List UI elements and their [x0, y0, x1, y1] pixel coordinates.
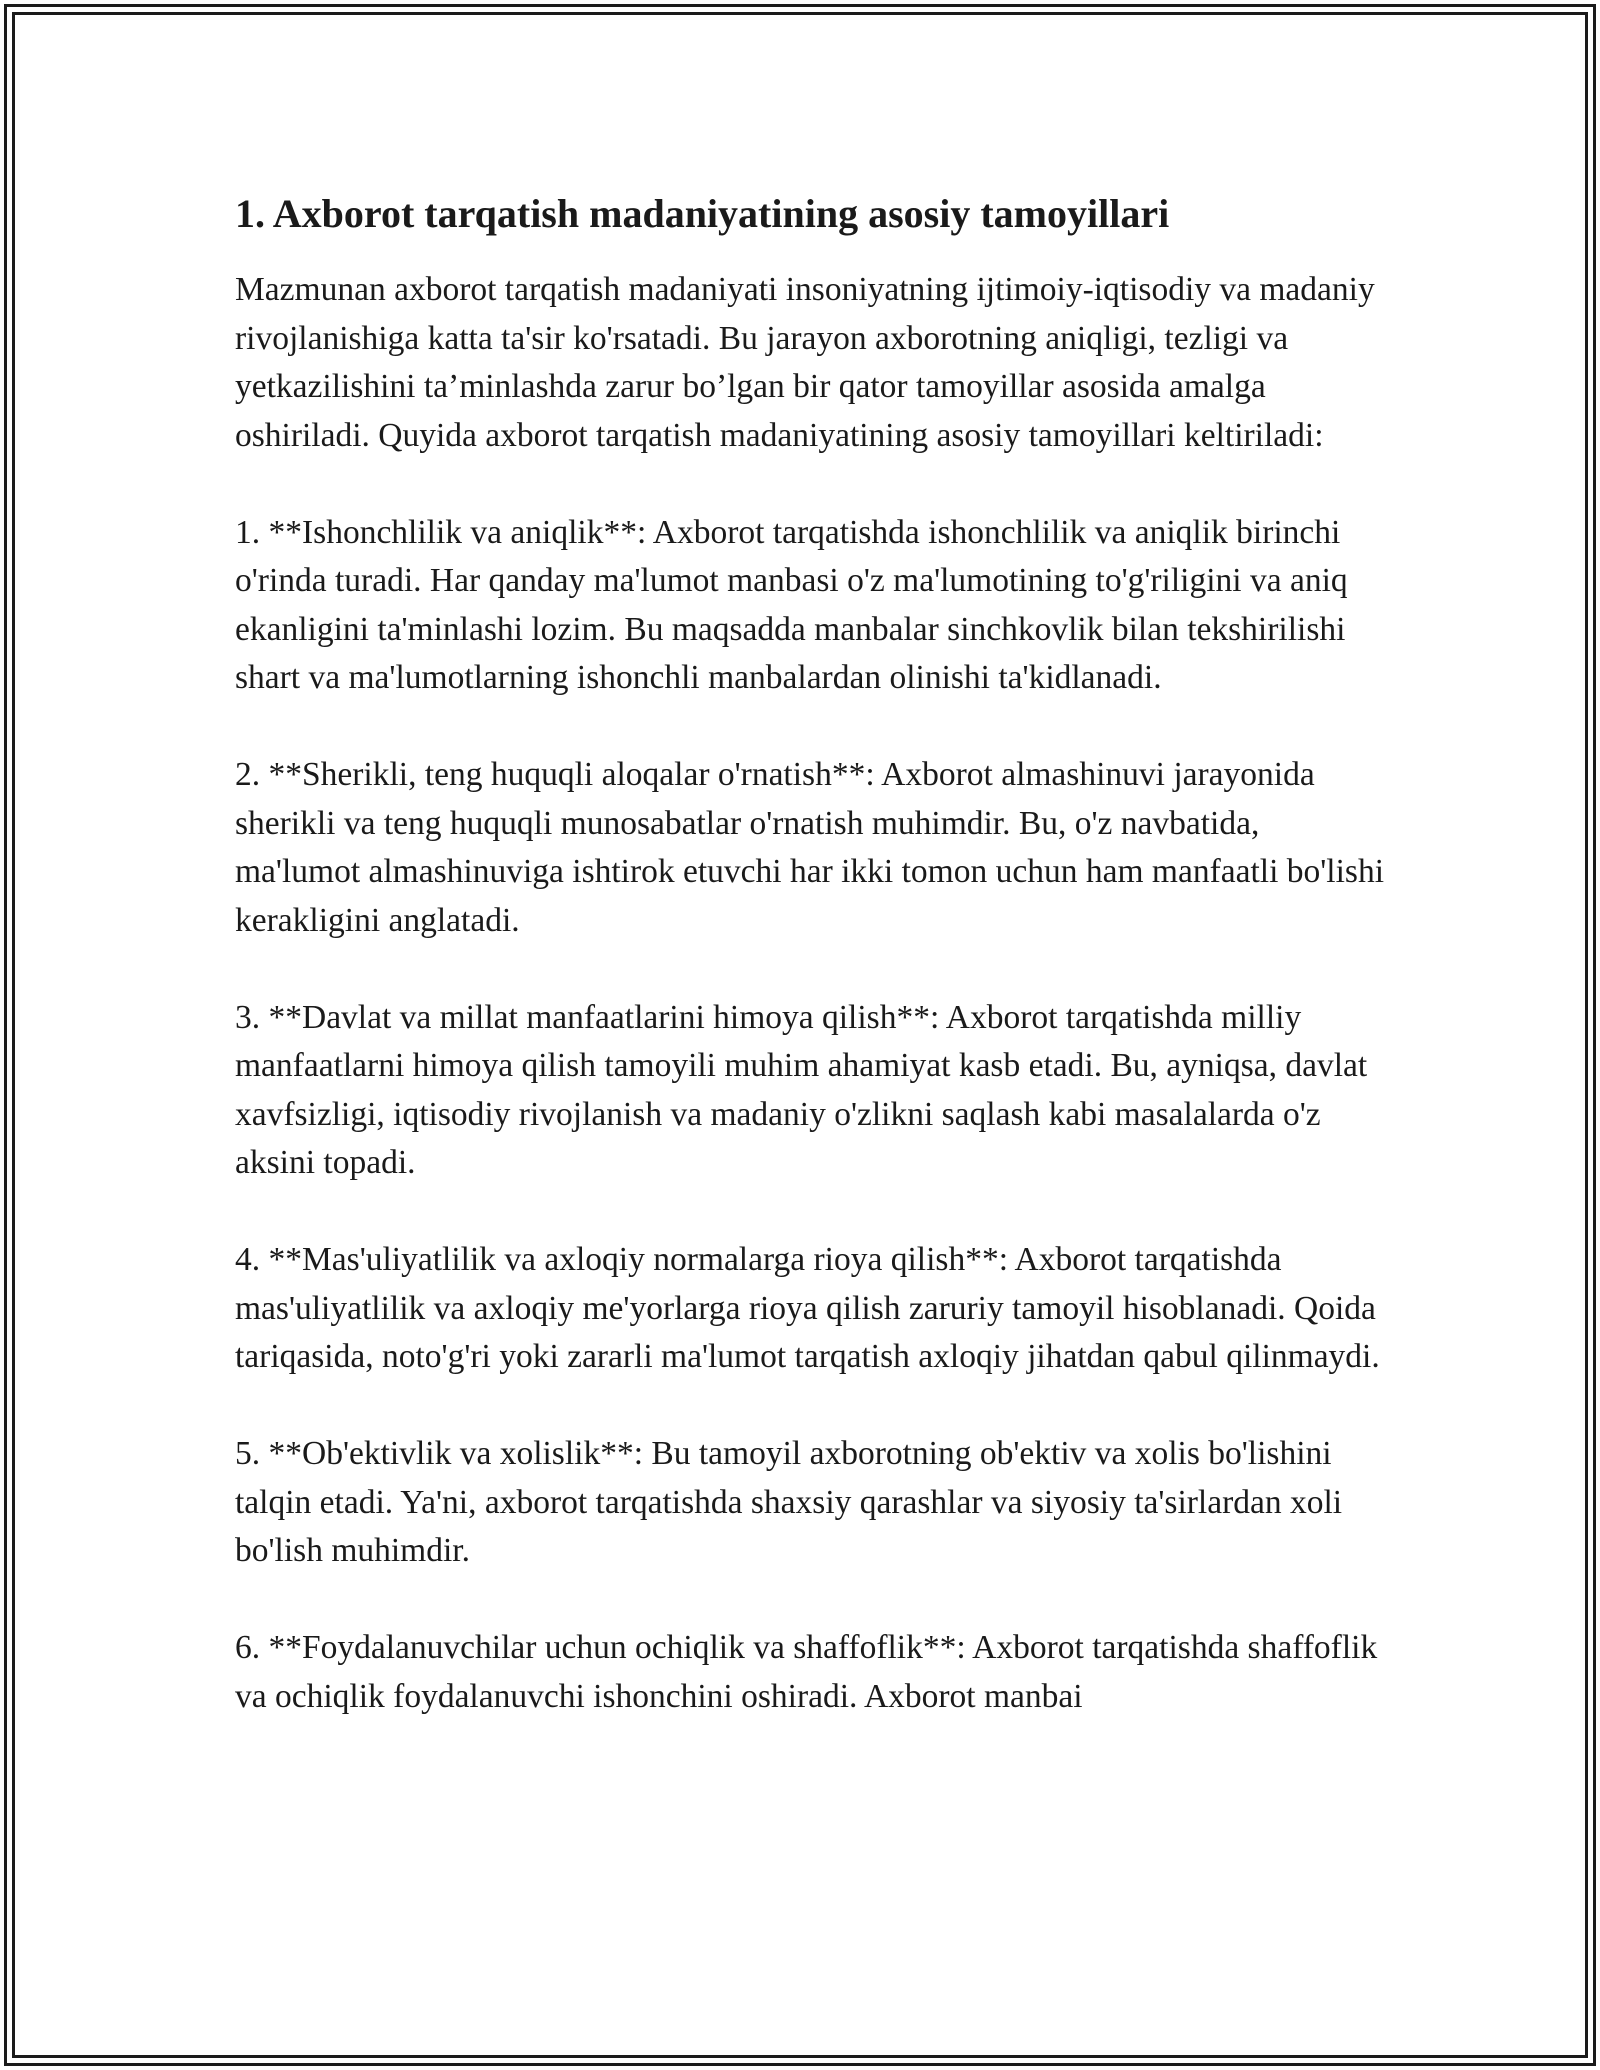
principle-item-4: 4. **Mas'uliyatlilik va axloqiy normalarga rioya qilish**: Axborot tarqatishda mas'uliyatlilik va axloqiy me'yorlarga rioya qilish zaruriy tamoyil hisoblanadi. Qoida tariqasida, noto'g'ri yoki zararli ma'lumot tarqatish axloqiy jihatdan qabul qilinmaydi. [235, 1241, 1380, 1375]
principle-item-5: 5. **Ob'ektivlik va xolislik**: Bu tamoyil axborotning ob'ektiv va xolis bo'lishini talqin etadi. Ya'ni, axborot tarqatishda shaxsiy qarashlar va siyosiy ta'sirlardan xoli bo'lish muhimdir. [235, 1435, 1343, 1569]
principle-item-1: 1. **Ishonchlilik va aniqlik**: Axborot tarqatishda ishonchlilik va aniqlik birinchi o'rinda turadi. Har qanday ma'lumot manbasi o'z ma'lumotining to'g'riligini va aniq ekanligini ta'minlashi lozim. Bu maqsadda manbalar sinchkovlik bilan tekshirilishi shart va ma'lumotlarning ishonchli manbalardan olinishi ta'kidlanadi. [235, 513, 1348, 696]
intro-paragraph: Mazmunan axborot tarqatish madaniyati insoniyatning ijtimoiy-iqtisodiy va madaniy rivojlanishiga katta ta'sir ko'rsatadi. Bu jarayon axborotning aniqligi, tezligi va yetkazilishini ta’minlashda zarur bo’lgan bir qator tamoyillar asosida amalga oshiriladi. Quyida axborot tarqatish madaniyatining asosiy tamoyillari keltiriladi: [235, 271, 1375, 454]
section-title: 1. Axborot tarqatish madaniyatining asosiy tamoyillari [235, 191, 1170, 236]
principle-item-2: 2. **Sherikli, teng huquqli aloqalar o'rnatish**: Axborot almashinuvi jarayonida sherikli va teng huquqli munosabatlar o'rnatish muhimdir. Bu, o'z navbatida, ma'lumot almashinuviga ishtirok etuvchi har ikki tomon uchun ham manfaatli bo'lishi kerakligini anglatadi. [235, 756, 1385, 939]
principle-item-3: 3. **Davlat va millat manfaatlarini himoya qilish**: Axborot tarqatishda milliy manfaatlarni himoya qilish tamoyili muhim ahamiyat kasb etadi. Bu, ayniqsa, davlat xavfsizligi, iqtisodiy rivojlanish va madaniy o'zlikni saqlash kabi masalalarda o'z aksini topadi. [235, 998, 1368, 1181]
principle-item-6: 6. **Foydalanuvchilar uchun ochiqlik va shaffoflik**: Axborot tarqatishda shaffoflik va ochiqlik foydalanuvchi ishonchini oshiradi. Axborot manbai [235, 1629, 1378, 1715]
document-body [235, 186, 1385, 1770]
